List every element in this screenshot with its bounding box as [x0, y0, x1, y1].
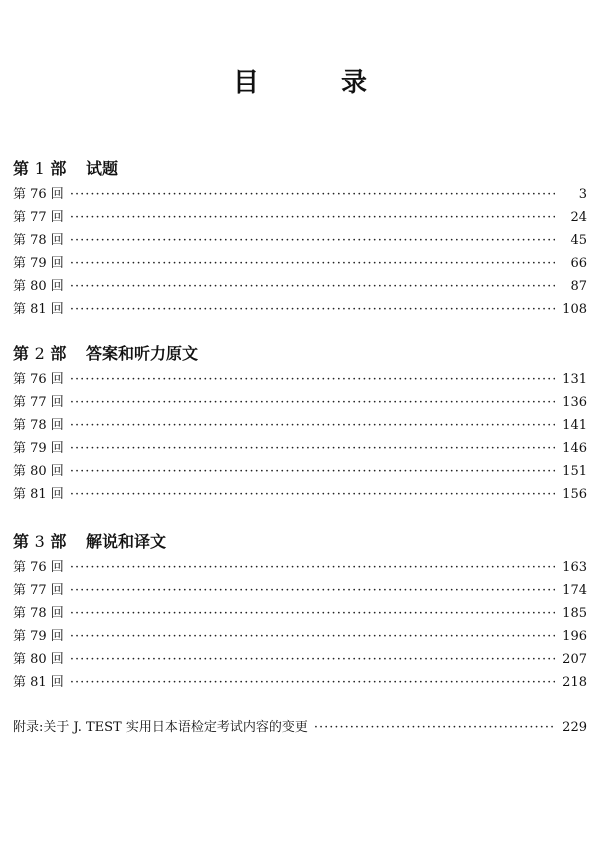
dot-leader: [70, 391, 555, 414]
entry-name: 第 80 回: [13, 279, 64, 294]
entry-name: 第 81 回: [13, 675, 64, 690]
part-suffix: 部: [50, 532, 67, 551]
entry-name: 第 80 回: [13, 652, 64, 667]
page-number: 136: [562, 395, 587, 410]
entry-name: 第 78 回: [13, 418, 64, 433]
page-number: 163: [562, 560, 587, 575]
dot-leader: [70, 671, 555, 694]
page-number: 207: [562, 652, 587, 667]
dot-leader: [70, 437, 555, 460]
dot-leader: [70, 625, 555, 648]
toc-entry[interactable]: [13, 625, 587, 648]
dot-leader: [70, 229, 555, 252]
entry-name: 第 77 回: [13, 395, 64, 410]
page-number: 131: [562, 372, 587, 387]
page-number: 87: [570, 279, 587, 294]
toc-entry[interactable]: [13, 275, 587, 298]
toc-entry[interactable]: [13, 206, 587, 229]
part-heading: [13, 158, 587, 180]
entry-name: 第 81 回: [13, 487, 64, 502]
toc-title: 目 录: [232, 68, 395, 98]
toc-entry[interactable]: [13, 298, 587, 321]
part-suffix: 部: [50, 344, 67, 363]
part-suffix: 部: [50, 159, 67, 178]
dot-leader: [70, 602, 555, 625]
entry-name: 第 77 回: [13, 210, 64, 225]
entry-name: 第 78 回: [13, 606, 64, 621]
part-number: 3: [34, 532, 45, 551]
part-prefix: 第: [13, 159, 30, 178]
toc-entry[interactable]: [13, 229, 587, 252]
page-number: 141: [562, 418, 587, 433]
appendix-section: [13, 716, 587, 739]
toc-entry[interactable]: [13, 368, 587, 391]
toc-entry[interactable]: [13, 579, 587, 602]
dot-leader: [314, 716, 555, 739]
page-number: 108: [562, 302, 587, 317]
dot-leader: [70, 579, 555, 602]
page-number: 174: [562, 583, 587, 598]
part-label: 试题: [85, 159, 118, 178]
dot-leader: [70, 483, 555, 506]
entry-name: 第 76 回: [13, 187, 64, 202]
toc-entry[interactable]: [13, 414, 587, 437]
toc-entry-appendix[interactable]: [13, 716, 587, 739]
entry-name: 第 76 回: [13, 560, 64, 575]
dot-leader: [70, 368, 555, 391]
entry-name: 第 79 回: [13, 629, 64, 644]
page-number: 196: [562, 629, 587, 644]
part-number: 2: [34, 344, 45, 363]
page-number: 24: [570, 210, 587, 225]
toc-entry[interactable]: [13, 460, 587, 483]
part-prefix: 第: [13, 532, 30, 551]
part-heading: [13, 531, 587, 553]
entry-name: 第 81 回: [13, 302, 64, 317]
part-2-section: [13, 343, 587, 506]
dot-leader: [70, 206, 555, 229]
part-number: 1: [34, 159, 45, 178]
page-number: 229: [562, 720, 587, 735]
entry-name: 第 79 回: [13, 256, 64, 271]
toc-entry[interactable]: [13, 602, 587, 625]
page-number: 151: [562, 464, 587, 479]
page-number: 66: [570, 256, 587, 271]
dot-leader: [70, 183, 555, 206]
dot-leader: [70, 298, 555, 321]
entry-name: 第 79 回: [13, 441, 64, 456]
part-3-section: [13, 531, 587, 694]
toc-entry[interactable]: [13, 556, 587, 579]
dot-leader: [70, 556, 555, 579]
dot-leader: [70, 252, 555, 275]
page-number: 156: [562, 487, 587, 502]
dot-leader: [70, 648, 555, 671]
part-1-section: [13, 158, 587, 321]
entry-name: 附录:关于 J. TEST 实用日本语检定考试内容的变更: [13, 720, 308, 735]
page-number: 185: [562, 606, 587, 621]
part-prefix: 第: [13, 344, 30, 363]
dot-leader: [70, 275, 555, 298]
toc-entry[interactable]: [13, 483, 587, 506]
toc-entry[interactable]: [13, 671, 587, 694]
entry-name: 第 78 回: [13, 233, 64, 248]
toc-entry[interactable]: [13, 183, 587, 206]
part-heading: [13, 343, 587, 365]
part-label: 答案和听力原文: [85, 344, 198, 363]
toc-entry[interactable]: [13, 252, 587, 275]
toc-entry[interactable]: [13, 437, 587, 460]
entry-name: 第 77 回: [13, 583, 64, 598]
page-number: 218: [562, 675, 587, 690]
toc-entry[interactable]: [13, 391, 587, 414]
entry-name: 第 76 回: [13, 372, 64, 387]
dot-leader: [70, 414, 555, 437]
page-number: 146: [562, 441, 587, 456]
dot-leader: [70, 460, 555, 483]
part-label: 解说和译文: [85, 532, 166, 551]
page-number: 3: [578, 187, 587, 202]
page-number: 45: [570, 233, 587, 248]
entry-name: 第 80 回: [13, 464, 64, 479]
toc-entry[interactable]: [13, 648, 587, 671]
